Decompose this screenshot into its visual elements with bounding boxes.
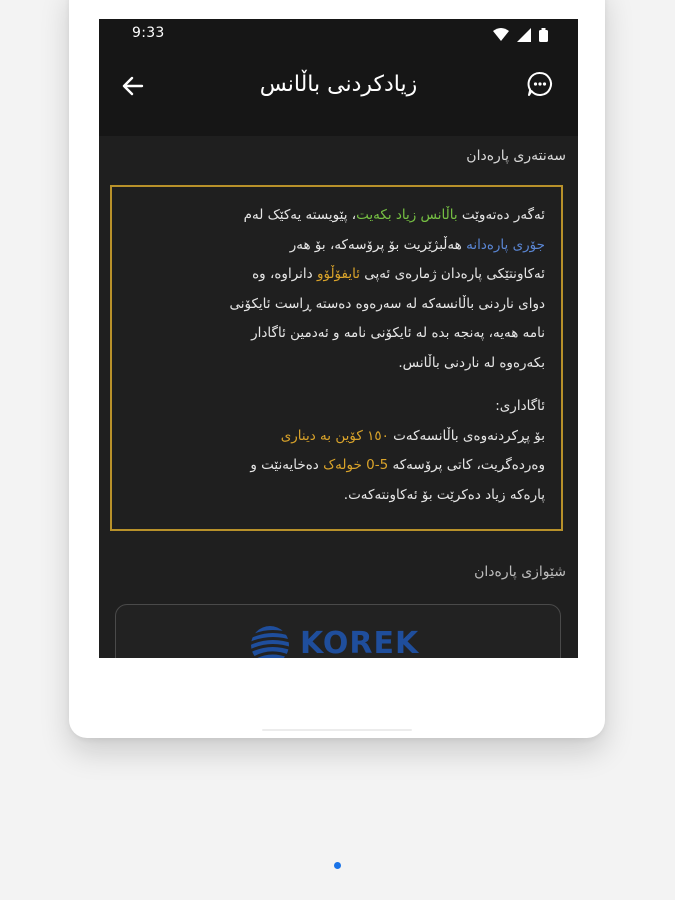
notice-line [127,422,545,452]
notice-text-segment: ئەگەر دەتەوێت [457,207,545,223]
app-bar [99,48,578,136]
status-bar [99,19,578,48]
status-icons [490,27,548,41]
notice-line [127,231,545,261]
cellular-signal-icon [517,27,531,46]
payment-center-heading: سەنتەری پارەدان [466,148,566,164]
notice-text [127,201,545,510]
highlight-add-balance: باڵانس زیاد بکەیت [356,207,458,223]
notice-text-segment: دەخایەنێت و [250,457,324,473]
paragraph-gap [127,378,545,392]
notice-line: دوای ناردنی باڵانسەکە لە سەرەوە دەستە ڕاست ئایکۆنی [229,295,545,312]
device-home-indicator [262,729,412,731]
status-time: 9:33 [132,25,165,41]
payment-method-korek[interactable] [115,604,561,658]
korek-logo [246,623,419,658]
notice-text-segment: بۆ پڕکردنەوەی باڵانسەکەت [388,427,545,444]
battery-icon [539,27,548,46]
chat-bubble-icon [526,70,554,102]
notice-text-segment: دانراوە، وە [252,266,317,282]
payment-methods-heading: شێوازی پارەدان [474,564,566,580]
korek-globe-icon [246,623,294,658]
back-button[interactable] [119,74,147,102]
highlight-payment-type: جۆری پارەدانە [466,236,545,253]
notice-text-segment: ئەکاونتێکی پارەدان ژمارەی ئەپی [360,266,545,282]
highlight-coin-rate: ١٥٠ کۆین بە دیناری [280,427,389,444]
highlight-app-name: ئایفۆڵۆو [316,266,360,282]
wifi-icon [493,27,509,46]
notice-box [110,185,563,531]
page-indicator-dot[interactable] [334,862,341,869]
warning-title: ئاگاداری: [495,398,545,414]
notice-line [127,201,545,231]
notice-line: بکەرەوە لە ناردنی باڵانس. [398,354,545,371]
notice-line: پارەکە زیاد دەکرێت بۆ ئەکاونتەکەت. [343,486,545,503]
notice-text-segment: ، پێویستە یەکێک لەم [243,207,357,223]
app-screen [99,19,578,658]
korek-wordmark: KOREK [300,625,420,658]
notice-line [127,260,545,290]
page-title: زیادکردنی باڵانس [259,72,418,97]
notice-text-segment: وەردەگریت، کاتی پرۆسەکە [388,457,545,473]
notice-line: نامە هەیە، پەنجە بدە لە ئایکۆنی نامە و ئەدمین ئاگادار [251,325,545,341]
notice-line [127,451,545,481]
arrow-left-icon [121,74,145,102]
highlight-duration: 5-0 خولەک [323,457,389,473]
message-admin-button[interactable] [526,72,554,100]
notice-text-segment: هەڵبژێریت بۆ پرۆسەکە، بۆ هەر [289,236,467,253]
